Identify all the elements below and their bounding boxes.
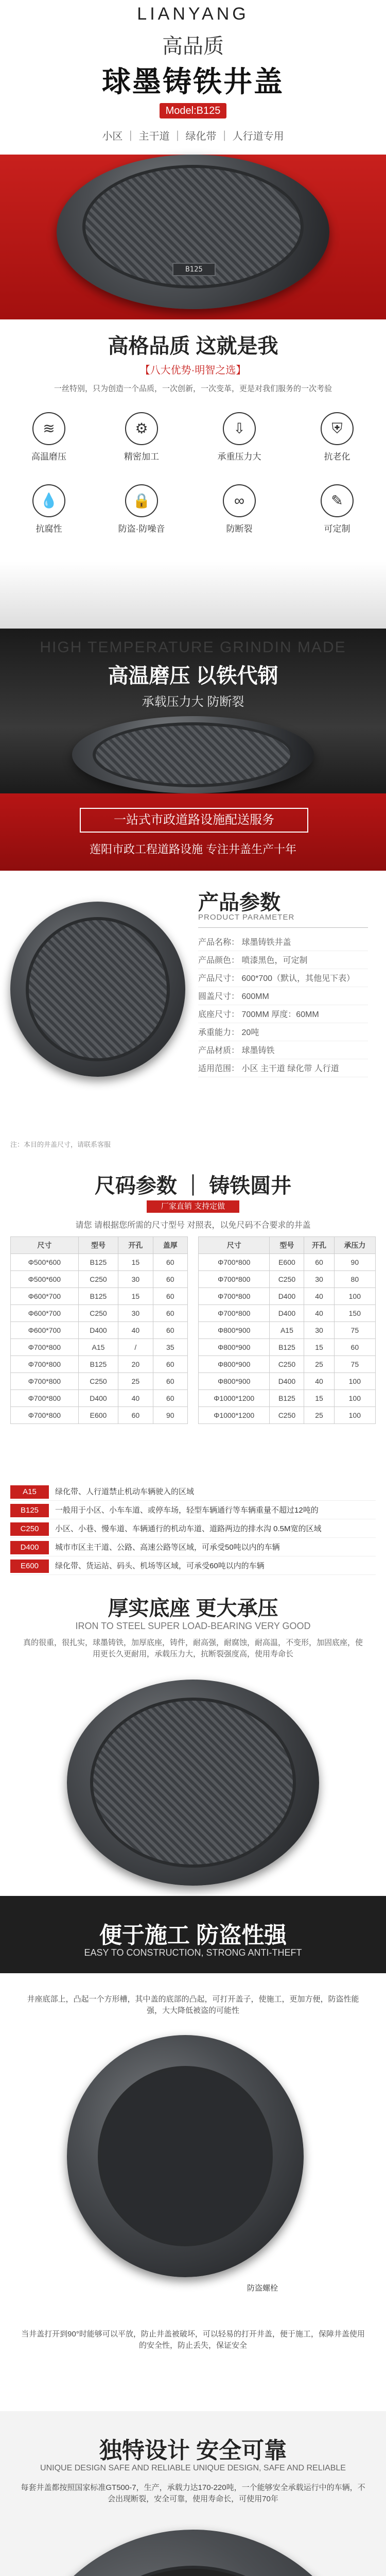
- table-cell: 100: [334, 1373, 375, 1390]
- table-cell: D400: [270, 1305, 304, 1322]
- table-row: [11, 1254, 188, 1271]
- table-cell: /: [118, 1339, 153, 1356]
- table-cell: Φ800*900: [199, 1373, 270, 1390]
- table-cell: 60: [153, 1390, 187, 1407]
- table-cell: 100: [334, 1407, 375, 1424]
- hero-tags: 小区 ｜ 主干道 ｜ 绿化带 ｜ 人行道专用: [102, 131, 284, 142]
- table-cell: 60: [153, 1322, 187, 1339]
- cover-ribs: [46, 2566, 340, 2576]
- base-en: IRON TO STEEL SUPER LOAD-BEARING VERY GOOD: [75, 1621, 311, 1631]
- feature-item: [108, 412, 175, 462]
- table-row: [11, 1356, 188, 1373]
- table-cell: 60: [118, 1407, 153, 1424]
- table-cell: 40: [118, 1390, 153, 1407]
- param-row: 适用范围： 小区 主干道 绿化带 人行道: [198, 1061, 368, 1077]
- drop-icon: 💧: [32, 484, 65, 517]
- table-cell: Φ800*900: [199, 1339, 270, 1356]
- table-cell: A15: [270, 1322, 304, 1339]
- grade-badge: D400: [10, 1541, 49, 1554]
- grade-row: [10, 1521, 376, 1538]
- quality-bar: 【八大优势·明智之选】: [139, 365, 247, 376]
- table-cell: 20: [118, 1356, 153, 1373]
- table-cell: D400: [78, 1322, 118, 1339]
- table-cell: 15: [304, 1339, 334, 1356]
- table-header: 开孔: [304, 1237, 334, 1254]
- open-cover-image: [67, 2035, 304, 2277]
- feature-item: [304, 412, 371, 462]
- table-cell: Φ700*800: [199, 1288, 270, 1305]
- hero-section: [0, 0, 386, 319]
- table-row: [11, 1271, 188, 1288]
- table-row: [11, 1339, 188, 1356]
- table-cell: Φ600*700: [11, 1322, 79, 1339]
- feature-item: [15, 412, 82, 462]
- band-sub: 承载压力大 防断裂: [142, 695, 244, 709]
- feature-item: [108, 484, 175, 534]
- install-title: 便于施工 防盗性强: [99, 1923, 287, 1948]
- feature-label: 精密加工: [124, 452, 159, 462]
- table-cell: E600: [270, 1254, 304, 1271]
- table-row: [199, 1288, 376, 1305]
- grinding-section: [0, 629, 386, 793]
- table-cell: Φ700*800: [199, 1271, 270, 1288]
- table-cell: 60: [153, 1305, 187, 1322]
- table-cell: E600: [78, 1407, 118, 1424]
- table-cell: 100: [334, 1390, 375, 1407]
- table-row: [199, 1322, 376, 1339]
- feature-item: [15, 484, 82, 534]
- table-cell: Φ700*800: [11, 1373, 79, 1390]
- feature-label: 防断裂: [226, 524, 253, 534]
- install-desc2: 当井盖打开到90°时能够可以平放，防止井盖被破坏，可以轻易的打开井盖，便于施工，保障井盖使用的安全性，防止丢失，保证安全: [21, 2330, 365, 2350]
- params-section: [0, 871, 386, 1159]
- table-cell: B125: [270, 1339, 304, 1356]
- table-row: [199, 1305, 376, 1322]
- table-cell: C250: [270, 1407, 304, 1424]
- install-desc: 井座底部上，凸起一个方形槽，其中盖的底部的凸起，可打开盖子，使施工，更加方便，防盗性能强，大大降低被盗的可能性: [27, 1995, 359, 2015]
- brand-name: LIANYANG: [137, 4, 249, 24]
- table-cell: C250: [78, 1271, 118, 1288]
- feature-item: [206, 412, 273, 462]
- table-cell: 60: [153, 1373, 187, 1390]
- table-cell: D400: [270, 1373, 304, 1390]
- manhole-cover-image: [10, 902, 185, 1077]
- param-row: 产品材质： 球墨铸铁: [198, 1043, 368, 1059]
- cover-pattern: [93, 722, 293, 787]
- base-desc: 真的很重，很扎实，球墨铸铁，加厚底座，铸件，耐高强，耐腐蚀，耐高温，不变形，加固底座，使用更长久更耐用，承载压力大，抗断裂强度高，使用寿命长: [23, 1638, 363, 1658]
- unique-en: UNIQUE DESIGN SAFE AND RELIABLE UNIQUE DESIGN, SAFE AND RELIABLE: [40, 2464, 346, 2472]
- table-cell: 40: [304, 1288, 334, 1305]
- table-cell: Φ700*800: [11, 1390, 79, 1407]
- table-cell: Φ600*700: [11, 1305, 79, 1322]
- params-title: 产品参数: [198, 891, 280, 914]
- table-cell: Φ700*800: [199, 1305, 270, 1322]
- table-cell: 30: [304, 1322, 334, 1339]
- band-bg-text: HIGH TEMPERATURE GRINDIN MADE: [40, 639, 346, 656]
- table-cell: Φ700*800: [11, 1407, 79, 1424]
- manhole-cover-image: [67, 1680, 319, 1886]
- cover-pattern: [26, 917, 170, 1061]
- table-cell: 150: [334, 1305, 375, 1322]
- sizes-section: [0, 1159, 386, 1479]
- feature-label: 防盗·防噪音: [118, 524, 165, 534]
- grade-row: [10, 1484, 376, 1501]
- param-row: 底座尺寸： 700MM 厚度：60MM: [198, 1007, 368, 1023]
- base-section: [0, 1582, 386, 1896]
- table-cell: 30: [304, 1271, 334, 1288]
- feature-label: 承重压力大: [217, 452, 261, 462]
- param-row: 承重能力： 20吨: [198, 1025, 368, 1041]
- table-row: [11, 1322, 188, 1339]
- table-cell: Φ800*900: [199, 1322, 270, 1339]
- table-cell: 60: [334, 1339, 375, 1356]
- table-cell: Φ600*700: [11, 1288, 79, 1305]
- cover-underside: [98, 2066, 273, 2246]
- table-row: [11, 1390, 188, 1407]
- table-cell: Φ800*900: [199, 1356, 270, 1373]
- table-row: [199, 1271, 376, 1288]
- hero-subtitle: 高品质: [162, 35, 224, 58]
- table-cell: 35: [153, 1339, 187, 1356]
- table-cell: B125: [78, 1254, 118, 1271]
- table-cell: 80: [334, 1271, 375, 1288]
- table-cell: Φ700*800: [11, 1356, 79, 1373]
- shield-icon: ⛨: [321, 412, 354, 445]
- grade-row: [10, 1502, 376, 1519]
- table-cell: A15: [78, 1339, 118, 1356]
- cover-pattern: [90, 1698, 296, 1868]
- param-row: 圆盖尺寸： 600MM: [198, 989, 368, 1005]
- table-cell: 15: [118, 1288, 153, 1305]
- grade-text: 绿化带、人行道禁止机动车辆驶入的区域: [55, 1487, 195, 1496]
- table-cell: Φ700*800: [199, 1254, 270, 1271]
- table-cell: 25: [304, 1407, 334, 1424]
- table-row: [11, 1373, 188, 1390]
- grade-text: 小区、小巷、慢车道、车辆通行的机动车道、道路两边的排水沟 0.5M宽的区域: [55, 1524, 322, 1533]
- table-row: [199, 1407, 376, 1424]
- feature-label: 高温磨压: [31, 452, 66, 462]
- table-row: [199, 1356, 376, 1373]
- table-cell: 30: [118, 1305, 153, 1322]
- table-header: 尺寸: [199, 1237, 270, 1254]
- table-cell: B125: [78, 1356, 118, 1373]
- table-cell: 60: [304, 1254, 334, 1271]
- edit-icon: ✎: [321, 484, 354, 517]
- table-cell: 40: [304, 1305, 334, 1322]
- grade-text: 绿化带、货运站、码头、机场等区域，可承受60吨以内的车辆: [55, 1562, 265, 1570]
- params-en: PRODUCT PARAMETER: [198, 913, 295, 922]
- param-row: 产品尺寸： 600*700（默认，其他见下表）: [198, 971, 368, 987]
- table-row: [199, 1390, 376, 1407]
- table-cell: 15: [304, 1390, 334, 1407]
- grade-text: 一般用于小区、小车车道、或停车场，轻型车辆通行等车辆重量不超过12吨的: [55, 1506, 319, 1515]
- grade-badge: B125: [10, 1504, 49, 1517]
- size-table-right: [198, 1236, 376, 1424]
- table-header: 盖厚: [153, 1237, 187, 1254]
- table-header-row: [11, 1237, 188, 1254]
- lock-icon: 🔒: [125, 484, 158, 517]
- table-cell: Φ700*800: [11, 1339, 79, 1356]
- unique-section: [0, 2411, 386, 2576]
- table-cell: 30: [118, 1271, 153, 1288]
- table-row: [199, 1254, 376, 1271]
- param-row: 产品颜色： 喷漆黑色，可定制: [198, 953, 368, 969]
- table-row: [11, 1305, 188, 1322]
- table-cell: 60: [153, 1288, 187, 1305]
- grade-badge: C250: [10, 1522, 49, 1536]
- table-cell: 90: [153, 1407, 187, 1424]
- table-cell: D400: [78, 1390, 118, 1407]
- param-row: 产品名称： 球墨铸铁井盖: [198, 935, 368, 951]
- table-cell: 25: [304, 1356, 334, 1373]
- grade-row: [10, 1558, 376, 1575]
- cover-plate: B125: [172, 263, 216, 276]
- grade-badge: E600: [10, 1560, 49, 1573]
- table-header: 型号: [270, 1237, 304, 1254]
- service-line2: 莲阳市政工程道路设施 专注井盖生产十年: [89, 843, 297, 856]
- hero-title: 球墨铸铁井盖: [102, 65, 284, 98]
- size-table-left: [10, 1236, 188, 1424]
- feature-label: 可定制: [324, 524, 350, 534]
- table-cell: 15: [118, 1254, 153, 1271]
- sizes-title: 尺码参数 ｜ 铸铁圆井: [94, 1175, 292, 1197]
- divider: [198, 927, 368, 928]
- table-cell: 75: [334, 1322, 375, 1339]
- band-title: 高温磨压 以铁代钢: [108, 665, 278, 687]
- table-cell: 60: [153, 1254, 187, 1271]
- manhole-cover-image: [57, 155, 329, 309]
- quality-section: [0, 319, 386, 629]
- table-row: [199, 1339, 376, 1356]
- chain-icon: ∞: [223, 484, 256, 517]
- table-cell: D400: [270, 1288, 304, 1305]
- unique-title: 独特设计 安全可靠: [99, 2438, 287, 2463]
- table-cell: 25: [118, 1373, 153, 1390]
- callout-label: 防盗螺栓: [247, 2284, 278, 2293]
- feature-label: 抗老化: [324, 452, 350, 462]
- unique-desc: 每套井盖都按照国家标准GT500-7，生产，承载力达170-220吨，一个能够安全承载运行中的车辆，不会出现断裂，安全可靠，使用寿命长，可使用70年: [21, 2483, 365, 2503]
- table-cell: C250: [78, 1305, 118, 1322]
- table-row: [199, 1373, 376, 1390]
- table-cell: C250: [270, 1356, 304, 1373]
- feature-item: [206, 484, 273, 534]
- grades-section: [0, 1479, 386, 1582]
- manhole-cover-image: [72, 716, 314, 793]
- table-cell: B125: [78, 1288, 118, 1305]
- table-row: [11, 1407, 188, 1424]
- table-cell: C250: [270, 1271, 304, 1288]
- feature-label: 抗腐性: [36, 524, 62, 534]
- service-line1: 一站式市政道路设施配送服务: [80, 808, 308, 833]
- grade-row: [10, 1539, 376, 1556]
- quality-desc: 一丝特别，只为创造一个品质，一次创新，一次变革，更是对我们服务的一次考验: [54, 384, 332, 393]
- params-note: 注：本目的井盖尺寸，请联系客服: [10, 1141, 111, 1148]
- table-cell: Φ500*600: [11, 1271, 79, 1288]
- table-cell: 60: [153, 1271, 187, 1288]
- grade-badge: A15: [10, 1485, 49, 1499]
- table-header-row: [199, 1237, 376, 1254]
- table-cell: Φ1000*1200: [199, 1390, 270, 1407]
- install-en: EASY TO CONSTRUCTION, STRONG ANTI-THEFT: [84, 1947, 302, 1958]
- quality-fade: [0, 562, 386, 629]
- table-cell: Φ1000*1200: [199, 1407, 270, 1424]
- sizes-tag: 厂家直销 支持定做: [147, 1200, 239, 1213]
- table-cell: Φ500*600: [11, 1254, 79, 1271]
- table-cell: 90: [334, 1254, 375, 1271]
- table-row: [11, 1288, 188, 1305]
- table-header: 型号: [78, 1237, 118, 1254]
- service-section: [0, 793, 386, 871]
- gear-icon: ⚙: [125, 412, 158, 445]
- grade-text: 城市市区主干道、公路、高速公路等区域，可承受50吨以内的车辆: [55, 1543, 280, 1552]
- table-cell: 60: [153, 1356, 187, 1373]
- cover-underside-image: [10, 2530, 376, 2576]
- table-cell: B125: [270, 1390, 304, 1407]
- install-section: [0, 1896, 386, 2411]
- feature-item: [304, 484, 371, 534]
- table-cell: 75: [334, 1356, 375, 1373]
- table-cell: C250: [78, 1373, 118, 1390]
- model-badge: Model:B125: [160, 103, 226, 118]
- table-header: 尺寸: [11, 1237, 79, 1254]
- table-cell: 100: [334, 1288, 375, 1305]
- sizes-desc: 请您 请根据您所需的尺寸型号 对照表，以免尺码不合要求的井盖: [75, 1221, 311, 1230]
- base-title: 厚实底座 更大承压: [108, 1597, 278, 1620]
- table-cell: 40: [118, 1322, 153, 1339]
- table-header: 开孔: [118, 1237, 153, 1254]
- quality-title: 高格品质 这就是我: [108, 335, 278, 358]
- water-flow-icon: ≋: [32, 412, 65, 445]
- pressure-icon: ⇩: [223, 412, 256, 445]
- table-header: 承压力: [334, 1237, 375, 1254]
- table-cell: 40: [304, 1373, 334, 1390]
